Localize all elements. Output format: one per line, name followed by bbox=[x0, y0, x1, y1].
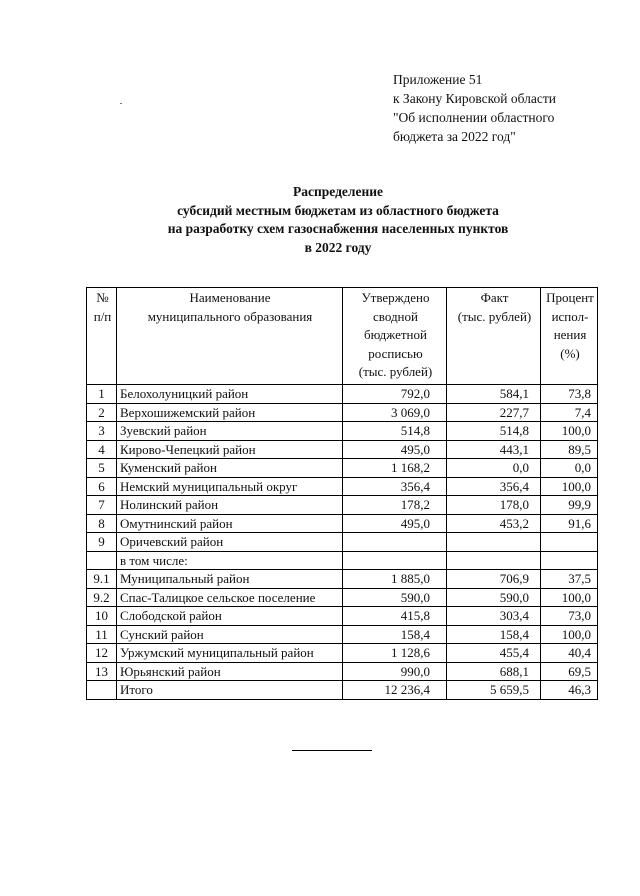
cell-percent: 100,0 bbox=[541, 588, 598, 607]
cell-name: Слободской район bbox=[117, 607, 343, 626]
header-approved: Утверждено сводной бюджетной росписью (тыс. рублей) bbox=[343, 288, 447, 385]
table-row bbox=[87, 607, 598, 626]
header-num: № п/п bbox=[87, 288, 117, 385]
cell-num: 4 bbox=[87, 440, 117, 459]
table-body bbox=[87, 385, 598, 700]
cell-name: Белохолуницкий район bbox=[117, 385, 343, 404]
appendix-line: к Закону Кировской области bbox=[393, 91, 557, 106]
table-row bbox=[87, 440, 598, 459]
cell-num: 9.2 bbox=[87, 588, 117, 607]
title-line: в 2022 году bbox=[304, 239, 372, 255]
cell-percent: 100,0 bbox=[541, 625, 598, 644]
cell-name: Кирово-Чепецкий район bbox=[117, 440, 343, 459]
table-row bbox=[87, 644, 598, 663]
cell-percent bbox=[541, 533, 598, 552]
cell-num: 11 bbox=[87, 625, 117, 644]
cell-fact: 443,1 bbox=[447, 440, 541, 459]
cell-percent: 37,5 bbox=[541, 570, 598, 589]
cell-fact: 688,1 bbox=[447, 662, 541, 681]
cell-approved bbox=[343, 533, 447, 552]
table-row bbox=[87, 588, 598, 607]
cell-percent: 0,0 bbox=[541, 459, 598, 478]
cell-approved: 1 128,6 bbox=[343, 644, 447, 663]
title-line: Распределение bbox=[292, 184, 384, 199]
cell-approved: 158,4 bbox=[343, 625, 447, 644]
cell-percent: 40,4 bbox=[541, 644, 598, 663]
cell-percent: 73,0 bbox=[541, 607, 598, 626]
cell-approved: 12 236,4 bbox=[343, 681, 447, 700]
table-row bbox=[87, 662, 598, 681]
table-row bbox=[87, 496, 598, 515]
table-row bbox=[87, 681, 598, 700]
cell-name: Сунский район bbox=[117, 625, 343, 644]
cell-fact: 590,0 bbox=[447, 588, 541, 607]
cell-num bbox=[87, 551, 117, 570]
cell-name: Верхошижемский район bbox=[117, 403, 343, 422]
title-line: субсидий местным бюджетам из областного бюджета bbox=[177, 202, 499, 218]
cell-approved: 495,0 bbox=[343, 440, 447, 459]
cell-fact: 178,0 bbox=[447, 496, 541, 515]
cell-num: 10 bbox=[87, 607, 117, 626]
cell-approved: 990,0 bbox=[343, 662, 447, 681]
table-row bbox=[87, 551, 598, 570]
table-row bbox=[87, 625, 598, 644]
table-row bbox=[87, 514, 598, 533]
cell-num: 3 bbox=[87, 422, 117, 441]
title-line: на разработку схем газоснабжения населенных пунктов bbox=[167, 221, 509, 236]
cell-fact: 356,4 bbox=[447, 477, 541, 496]
cell-name: Куменский район bbox=[117, 459, 343, 478]
header-name: Наименование муниципального образования bbox=[117, 288, 343, 385]
cell-approved: 178,2 bbox=[343, 496, 447, 515]
cell-percent: 7,4 bbox=[541, 403, 598, 422]
cell-name: Омутнинский район bbox=[117, 514, 343, 533]
table-row bbox=[87, 403, 598, 422]
cell-fact: 0,0 bbox=[447, 459, 541, 478]
cell-name: в том числе: bbox=[117, 551, 343, 570]
table-row bbox=[87, 533, 598, 552]
cell-name: Уржумский муниципальный район bbox=[117, 644, 343, 663]
header-percent: Процент испол- нения (%) bbox=[541, 288, 598, 385]
cell-name: Оричевский район bbox=[117, 533, 343, 552]
cell-approved: 495,0 bbox=[343, 514, 447, 533]
cell-fact: 455,4 bbox=[447, 644, 541, 663]
cell-approved: 1 168,2 bbox=[343, 459, 447, 478]
cell-percent: 69,5 bbox=[541, 662, 598, 681]
table-row bbox=[87, 385, 598, 404]
cell-fact: 5 659,5 bbox=[447, 681, 541, 700]
cell-approved: 514,8 bbox=[343, 422, 447, 441]
cell-num: 8 bbox=[87, 514, 117, 533]
table-row bbox=[87, 422, 598, 441]
cell-percent: 89,5 bbox=[541, 440, 598, 459]
cell-percent: 91,6 bbox=[541, 514, 598, 533]
cell-name: Зуевский район bbox=[117, 422, 343, 441]
cell-num: 13 bbox=[87, 662, 117, 681]
cell-name: Юрьянский район bbox=[117, 662, 343, 681]
cell-fact bbox=[447, 533, 541, 552]
scan-speck bbox=[120, 103, 122, 104]
appendix-line: "Об исполнении областного bbox=[393, 110, 555, 125]
cell-fact: 453,2 bbox=[447, 514, 541, 533]
cell-name: Нолинский район bbox=[117, 496, 343, 515]
subsidy-table bbox=[86, 287, 598, 700]
closing-rule bbox=[292, 750, 372, 751]
cell-num: 5 bbox=[87, 459, 117, 478]
cell-fact: 706,9 bbox=[447, 570, 541, 589]
cell-percent: 100,0 bbox=[541, 477, 598, 496]
table-row bbox=[87, 570, 598, 589]
cell-fact: 227,7 bbox=[447, 403, 541, 422]
cell-approved bbox=[343, 551, 447, 570]
cell-approved: 415,8 bbox=[343, 607, 447, 626]
table-row bbox=[87, 477, 598, 496]
document-title bbox=[0, 183, 640, 257]
cell-approved: 356,4 bbox=[343, 477, 447, 496]
cell-percent: 73,8 bbox=[541, 385, 598, 404]
cell-num: 1 bbox=[87, 385, 117, 404]
cell-percent: 46,3 bbox=[541, 681, 598, 700]
cell-num: 7 bbox=[87, 496, 117, 515]
cell-num: 9 bbox=[87, 533, 117, 552]
header-fact: Факт (тыс. рублей) bbox=[447, 288, 541, 385]
cell-num bbox=[87, 681, 117, 700]
cell-name: Итого bbox=[117, 681, 343, 700]
cell-name: Спас-Талицкое сельское поселение bbox=[117, 588, 343, 607]
cell-approved: 1 885,0 bbox=[343, 570, 447, 589]
appendix-line: Приложение 51 bbox=[393, 72, 483, 87]
cell-approved: 3 069,0 bbox=[343, 403, 447, 422]
cell-fact: 303,4 bbox=[447, 607, 541, 626]
cell-fact: 514,8 bbox=[447, 422, 541, 441]
cell-num: 9.1 bbox=[87, 570, 117, 589]
cell-fact: 584,1 bbox=[447, 385, 541, 404]
cell-num: 6 bbox=[87, 477, 117, 496]
cell-percent: 100,0 bbox=[541, 422, 598, 441]
appendix-line: бюджета за 2022 год" bbox=[393, 129, 516, 144]
cell-fact bbox=[447, 551, 541, 570]
cell-percent: 99,9 bbox=[541, 496, 598, 515]
cell-num: 2 bbox=[87, 403, 117, 422]
cell-num: 12 bbox=[87, 644, 117, 663]
cell-name: Муниципальный район bbox=[117, 570, 343, 589]
cell-approved: 590,0 bbox=[343, 588, 447, 607]
table-header-row bbox=[87, 288, 598, 385]
cell-name: Немский муниципальный округ bbox=[117, 477, 343, 496]
cell-fact: 158,4 bbox=[447, 625, 541, 644]
table-row bbox=[87, 459, 598, 478]
cell-percent bbox=[541, 551, 598, 570]
appendix-note bbox=[393, 70, 556, 146]
cell-approved: 792,0 bbox=[343, 385, 447, 404]
